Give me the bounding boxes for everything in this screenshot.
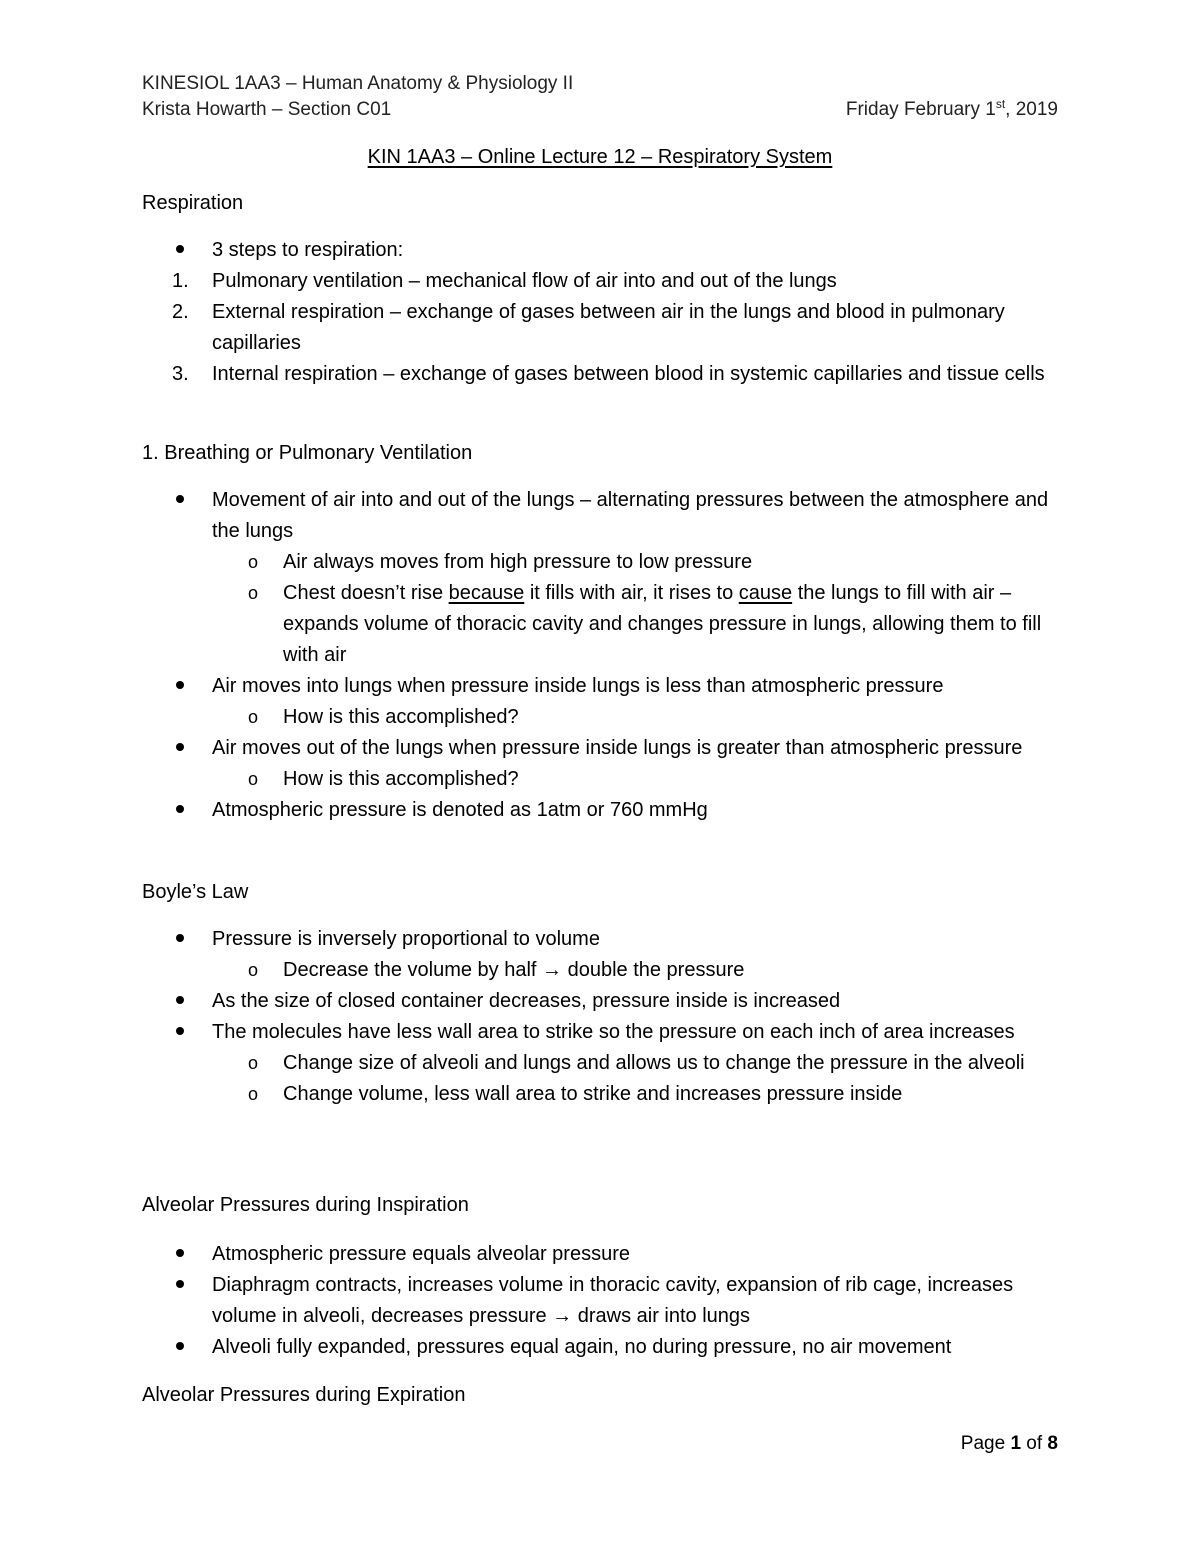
list-item-text: The molecules have less wall area to strike so the pressure on each inch of area increases: [212, 1021, 1015, 1043]
list-item: [0, 1270, 1068, 1332]
list-item-text: Air always moves from high pressure to low pressure: [283, 551, 753, 573]
list-item-text: the lungs to fill with air – expands volume of thoracic cavity and changes pressure in lungs, allowing them to fill with air: [283, 582, 1042, 666]
header-date: [846, 98, 1058, 122]
list-item: [0, 702, 1068, 733]
list-item-text: Air moves out of the lungs when pressure inside lungs is greater than atmospheric pressure: [212, 737, 1023, 759]
sub-bullet-icon: o: [248, 1053, 259, 1073]
list-item-text: As the size of closed container decreases, pressure inside is increased: [212, 990, 841, 1012]
step-text: Pulmonary ventilation – mechanical flow of air into and out of the lungs: [212, 270, 837, 292]
list-item-text: Decrease the volume by half → double the pressure: [283, 959, 745, 981]
list-item: [0, 1332, 1068, 1363]
sub-bullet-icon: o: [248, 769, 259, 789]
footer-page-number: 1: [1010, 1433, 1022, 1454]
boyle-bullets: [0, 924, 1200, 1110]
footer-page-total: 8: [1047, 1433, 1058, 1454]
list-item: [0, 1048, 1068, 1079]
step-text: External respiration – exchange of gases between air in the lungs and blood in pulmonary capillaries: [212, 301, 1005, 354]
bullet-icon: [174, 1239, 186, 1270]
page-title: KIN 1AA3 – Online Lecture 12 – Respiratory System: [367, 146, 833, 168]
list-item: [0, 359, 1068, 390]
bullet-icon: [174, 485, 186, 516]
heading-expiration: Alveolar Pressures during Expiration: [142, 1384, 466, 1406]
list-item: [0, 266, 1068, 297]
list-item: [0, 764, 1068, 795]
header-course: KINESIOL 1AA3 – Human Anatomy & Physiology II: [142, 73, 574, 94]
list-item-text: 3 steps to respiration:: [212, 239, 404, 261]
bullet-icon: [174, 235, 186, 266]
list-item: [0, 1079, 1068, 1110]
list-item-text: Diaphragm contracts, increases volume in thoracic cavity, expansion of rib cage, increases volume in alveoli, decreases pressure → draws air into lungs: [212, 1274, 1014, 1327]
sub-bullet-icon: o: [248, 707, 259, 727]
header-author: Krista Howarth – Section C01: [142, 99, 392, 120]
underlined-text: because: [448, 582, 525, 604]
heading-inspiration: Alveolar Pressures during Inspiration: [142, 1194, 469, 1216]
list-item: [0, 578, 1068, 671]
list-item: [0, 671, 1068, 702]
list-item: [0, 485, 1068, 547]
list-item-text: Movement of air into and out of the lungs – alternating pressures between the atmosphere and the lungs: [212, 489, 1049, 542]
list-item: [0, 924, 1068, 955]
sub-bullet-icon: o: [248, 583, 259, 603]
list-item-text: Chest doesn’t rise: [283, 582, 449, 604]
header-date-main: Friday February 1: [845, 99, 996, 120]
bullet-icon: [174, 1017, 186, 1048]
heading-breathing: 1. Breathing or Pulmonary Ventilation: [142, 442, 473, 464]
list-item-text: Pressure is inversely proportional to volume: [212, 928, 600, 950]
list-item-text: Change size of alveoli and lungs and allows us to change the pressure in the alveoli: [283, 1052, 1025, 1074]
inspiration-bullets: [0, 1239, 1200, 1363]
step-text: Internal respiration – exchange of gases between blood in systemic capillaries and tissue cells: [212, 363, 1045, 385]
step-number: 2.: [172, 301, 189, 323]
list-item: [0, 795, 1068, 826]
page-footer: [961, 1432, 1058, 1456]
bullet-icon: [174, 924, 186, 955]
bullet-icon: [174, 986, 186, 1017]
bullet-icon: [174, 1270, 186, 1301]
list-item: [0, 297, 1068, 359]
list-item-text: Air moves into lungs when pressure inside lungs is less than atmospheric pressure: [212, 675, 944, 697]
sub-bullet-icon: o: [248, 552, 259, 572]
list-item-text: Atmospheric pressure equals alveolar pressure: [212, 1243, 630, 1265]
footer-page-word: Page: [960, 1433, 1011, 1454]
bullet-icon: [174, 795, 186, 826]
list-item: [0, 1017, 1068, 1048]
step-number: 3.: [172, 363, 189, 385]
step-number: 1.: [172, 270, 189, 292]
list-item: [0, 547, 1068, 578]
bullet-icon: [174, 733, 186, 764]
heading-boyles-law: Boyle’s Law: [142, 881, 249, 903]
sub-bullet-icon: o: [248, 960, 259, 980]
bullet-icon: [174, 671, 186, 702]
list-item: [0, 235, 1068, 266]
list-item-text: it fills with air, it rises to: [524, 582, 739, 604]
respiration-steps: [0, 266, 1200, 390]
list-item: [0, 955, 1068, 986]
heading-respiration: Respiration: [142, 192, 244, 214]
list-item-text: Alveoli fully expanded, pressures equal again, no during pressure, no air movement: [212, 1336, 952, 1358]
list-item-text: How is this accomplished?: [283, 768, 519, 790]
breathing-bullets: [0, 485, 1200, 826]
list-item: [0, 733, 1068, 764]
list-item-text: Change volume, less wall area to strike and increases pressure inside: [283, 1083, 903, 1105]
list-item: [0, 1239, 1068, 1270]
bullet-icon: [174, 1332, 186, 1363]
footer-of-word: of: [1021, 1433, 1048, 1454]
list-item: [0, 986, 1068, 1017]
sub-bullet-icon: o: [248, 1084, 259, 1104]
header-date-year: , 2019: [1005, 99, 1058, 120]
list-item-text: How is this accomplished?: [283, 706, 519, 728]
underlined-text: cause: [738, 582, 793, 604]
respiration-bullets: [0, 235, 1200, 266]
list-item-text: Atmospheric pressure is denoted as 1atm or 760 mmHg: [212, 799, 708, 821]
header-date-sup: st: [995, 97, 1006, 111]
